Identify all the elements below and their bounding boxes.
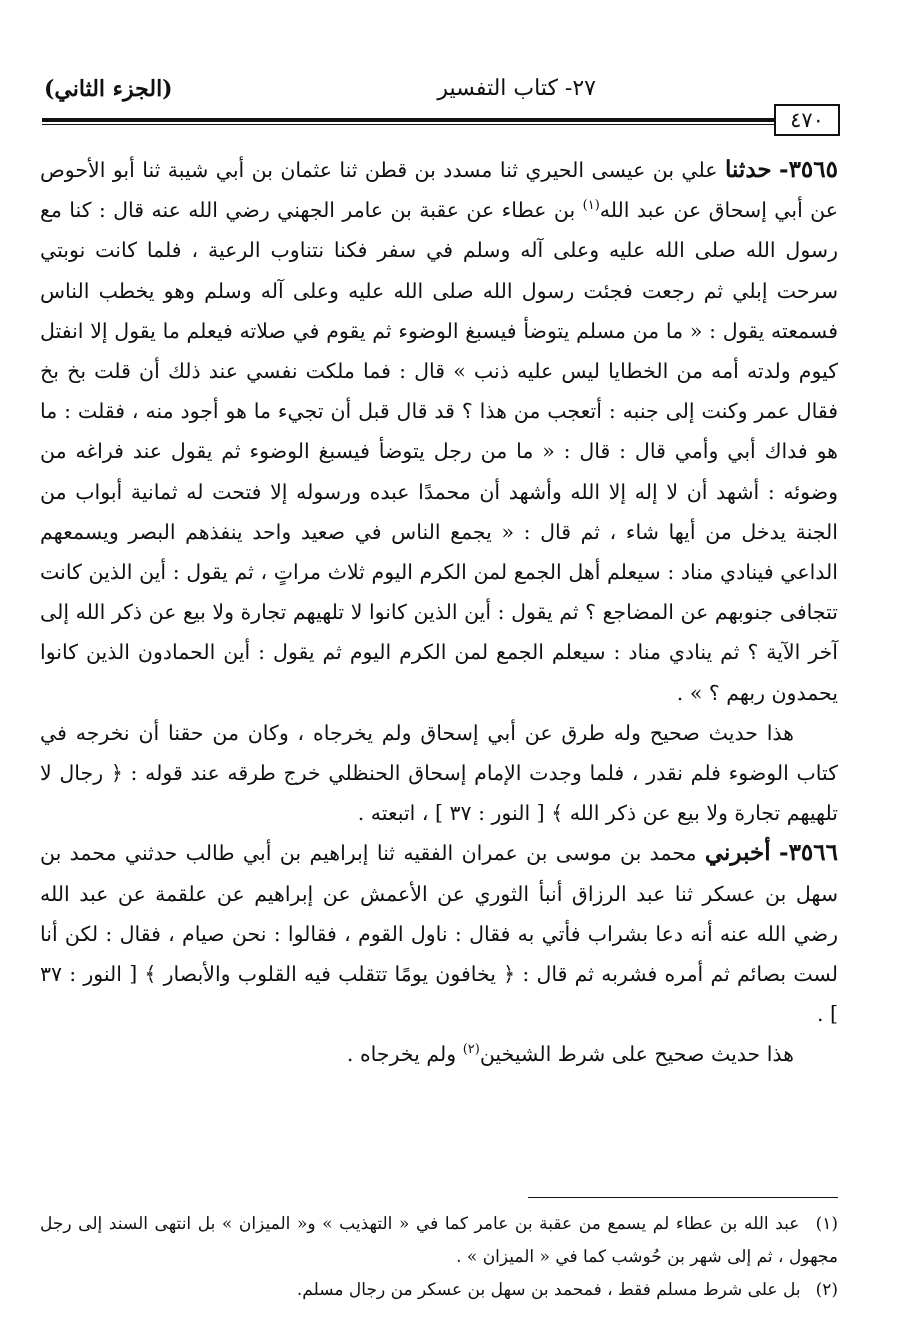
footnote-text: بل على شرط مسلم فقط ، فمحمد بن سهل بن عسكر من رجال مسلم. — [296, 1280, 801, 1300]
footnote-2 — [40, 1274, 838, 1307]
hadith-text: محمد بن موسى بن عمران الفقيه ثنا إبراهيم بن أبي طالب حدثني محمد بن سهل بن عسكر ثنا عبد الرزاق أنبأ الثوري عن الأعمش عن إبراهيم عن علقمة عن عبد الله رضي الله عنه أنه دعا بشراب فأتي به فقال : ناول القوم ، فقالوا : نحن صيام ، فقال : لكن أنا لست بصائم ثم أمره فشربه ثم قال : ﴿ يخافون يومًا تتقلب فيه القلوب والأبصار ﴾ [ النور : ٣٧ ] . — [40, 841, 838, 1027]
hadith-text: علي بن عيسى الحيري ثنا مسدد بن قطن ثنا عثمان بن أبي شيبة ثنا أبو الأحوص عن أبي إسحاق عن عبد الله — [40, 158, 838, 223]
footnote-mark: (١) — [815, 1214, 838, 1234]
hadith-text: بن عطاء عن عقبة بن عامر الجهني رضي الله عنه قال : كنا مع رسول الله صلى الله عليه وعلى آله وسلم في سفر فكنا نتناوب الرعية ، فلما كانت نوبتي سرحت إبلي ثم رجعت فجئت رسول الله صلى الله عليه وعلى آله وسلم وهو يخطب الناس فسمعته يقول : « ما من مسلم يتوضأ فيسبغ الوضوء ثم يقوم في صلاته فيعلم ما يقول إلا انفتل كيوم ولدته أمه من الخطايا ليس عليه ذنب » قال : فما ملكت نفسي عند ذلك أن قلت بخ بخ فقال عمر وكنت إلى جنبه : أتعجب من هذا ؟ قد قال قبل أن تجيء ما هو أجود منه ، فقلت : ما هو فداك أبي وأمي قال : قال : « ما من رجل يتوضأ فيسبغ الوضوء ثم يقول عند فراغه من وضوئه : أشهد أن لا إله إلا الله وأشهد أن محمدًا عبده ورسوله إلا فتحت له ثمانية أبواب من الجنة يدخل من أيها شاء ، ثم قال : « يجمع الناس في صعيد واحد ينفذهم البصر ويسمعهم الداعي فينادي مناد : سيعلم أهل الجمع لمن الكرم اليوم ثلاث مراتٍ ، ثم يقول : أين الذين كانت تتجافى جنوبهم عن المضاجع ؟ ثم يقول : أين الذين كانوا لا تلهيهم تجارة ولا بيع عن ذكر الله إلى آخر الآية ؟ ثم ينادي مناد : سيعلم الجمع لمن الكرم اليوم ثم يقول : أين الحمادون الذين كانوا يحمدون ربهم ؟ » . — [40, 198, 838, 705]
hadith-lead-word: حدثنا — [724, 156, 772, 183]
footnote-1 — [40, 1208, 838, 1274]
running-header — [30, 72, 846, 112]
footnote-ref-1: (١) — [582, 198, 600, 214]
page-number: ٤٧٠ — [774, 104, 840, 136]
hadith-comment-text: هذا حديث صحيح على شرط الشيخين — [479, 1042, 794, 1067]
hadith-3566 — [40, 833, 838, 1034]
hadith-comment-text: ولم يخرجاه . — [346, 1042, 457, 1067]
footnote-separator — [528, 1197, 838, 1198]
hadith-lead-word: أخبرني — [704, 839, 771, 867]
header-book-title: ٢٧- كتاب التفسير — [437, 76, 596, 101]
hadith-number: ٣٥٦٦- — [779, 839, 838, 867]
header-rule-thin — [42, 124, 838, 125]
header-rule-thick — [42, 118, 838, 122]
hadith-comment — [40, 1034, 838, 1074]
footnote-mark: (٢) — [815, 1280, 838, 1300]
hadith-comment: هذا حديث صحيح وله طرق عن أبي إسحاق ولم يخرجاه ، وكان من حقنا أن نخرجه في كتاب الوضوء فلم نقدر ، فلما وجدت الإمام إسحاق الحنظلي خرج طرقه عند قوله : ﴿ رجال لا تلهيهم تجارة ولا بيع عن ذكر الله ﴾ [ النور : ٣٧ ] ، اتبعته . — [40, 720, 838, 826]
hadith-number: ٣٥٦٥- — [779, 156, 838, 183]
footnote-ref-2: (٢) — [462, 1042, 480, 1058]
footnotes — [40, 1208, 838, 1307]
main-text — [40, 150, 838, 1075]
footnote-text: عبد الله بن عطاء لم يسمع من عقبة بن عامر كما في « التهذيب » و« الميزان » بل انتهى السند إلى رجل مجهول ، ثم إلى شهر بن حُوشب كما في « الميزان » . — [40, 1214, 838, 1267]
hadith-3565 — [40, 150, 838, 713]
header-volume: (الجزء الثاني) — [44, 76, 173, 102]
